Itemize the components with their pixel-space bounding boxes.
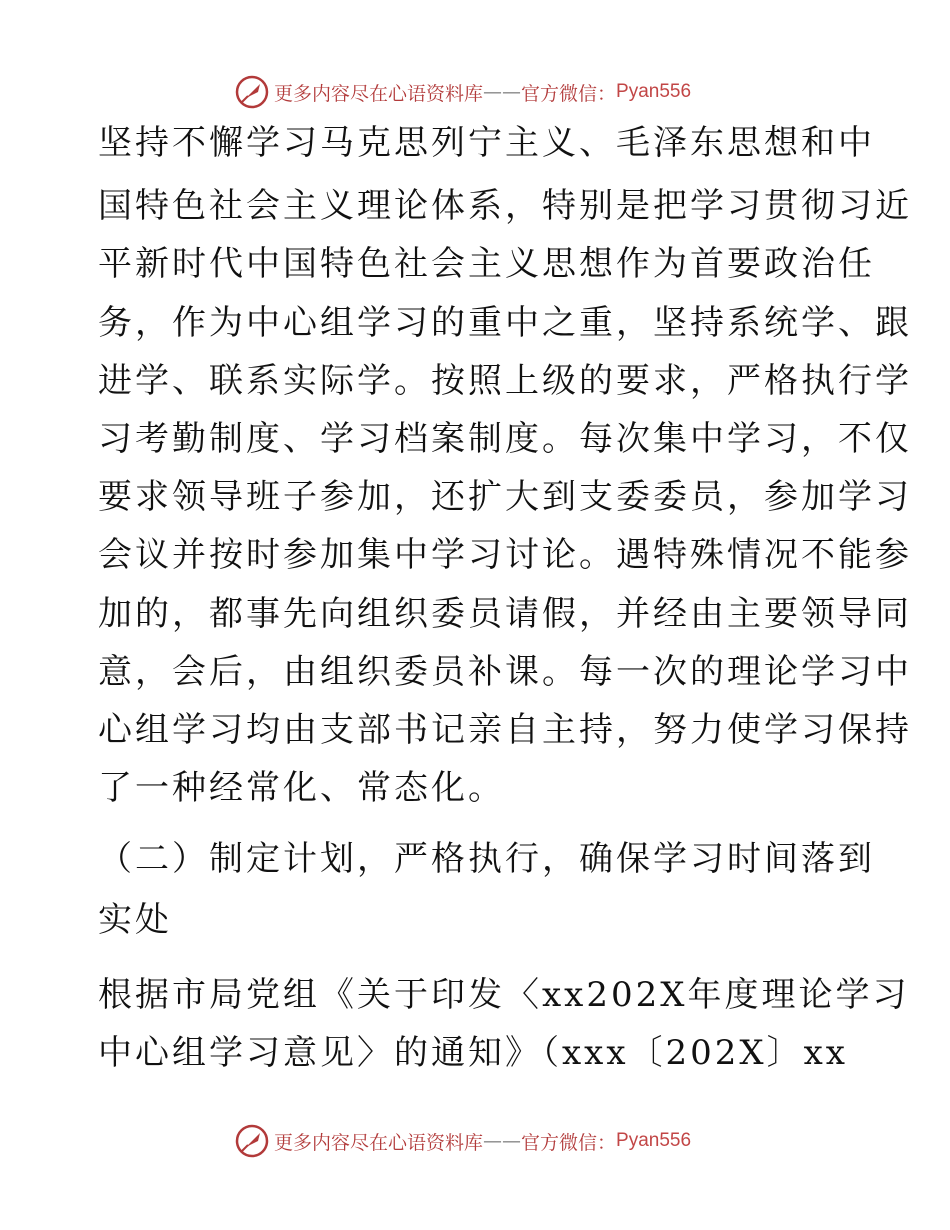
banner-handle: Pyan556: [616, 1130, 692, 1151]
header-watermark: [234, 72, 691, 112]
quill-logo-icon: [234, 74, 270, 110]
text-line: 平新时代中国特色社会主义思想作为首要政治任: [98, 244, 875, 284]
text-line: 了一种经常化、常态化。: [98, 768, 505, 808]
banner-separator: ——: [483, 1130, 522, 1152]
footer-watermark: [234, 1121, 691, 1161]
section-heading-continued: 实处: [98, 900, 172, 940]
banner-official-label: 官方微信：: [521, 82, 617, 105]
banner-separator: ——: [483, 81, 522, 103]
banner-official-label: 官方微信：: [521, 1131, 617, 1154]
section-heading: （二）制定计划，严格执行，确保学习时间落到: [98, 839, 875, 879]
text-line: 会议并按时参加集中学习讨论。遇特殊情况不能参: [98, 535, 912, 575]
banner-text: 更多内容尽在心语资料库: [274, 1131, 484, 1154]
text-line: 加的，都事先向组织委员请假，并经由主要领导同: [98, 594, 912, 634]
text-line: 务，作为中心组学习的重中之重，坚持系统学、跟: [98, 303, 912, 343]
text-line: 要求领导班子参加，还扩大到支委委员，参加学习: [98, 477, 912, 517]
text-line: 意，会后，由组织委员补课。每一次的理论学习中: [98, 652, 912, 692]
banner-text: 更多内容尽在心语资料库: [274, 82, 484, 105]
text-line: 习考勤制度、学习档案制度。每次集中学习，不仅: [98, 419, 912, 459]
banner-handle: Pyan556: [616, 81, 692, 102]
text-line: 心组学习均由支部书记亲自主持，努力使学习保持: [98, 710, 912, 750]
text-line: 国特色社会主义理论体系，特别是把学习贯彻习近: [98, 186, 912, 226]
text-line: 中心组学习意见〉的通知》（xxx〔202X〕xx: [98, 1033, 848, 1073]
text-line: 进学、联系实际学。按照上级的要求，严格执行学: [98, 361, 912, 401]
quill-logo-icon: [234, 1123, 270, 1159]
text-line: 根据市局党组《关于印发〈xx202X年度理论学习: [98, 975, 910, 1015]
text-line: 坚持不懈学习马克思列宁主义、毛泽东思想和中: [98, 123, 875, 163]
